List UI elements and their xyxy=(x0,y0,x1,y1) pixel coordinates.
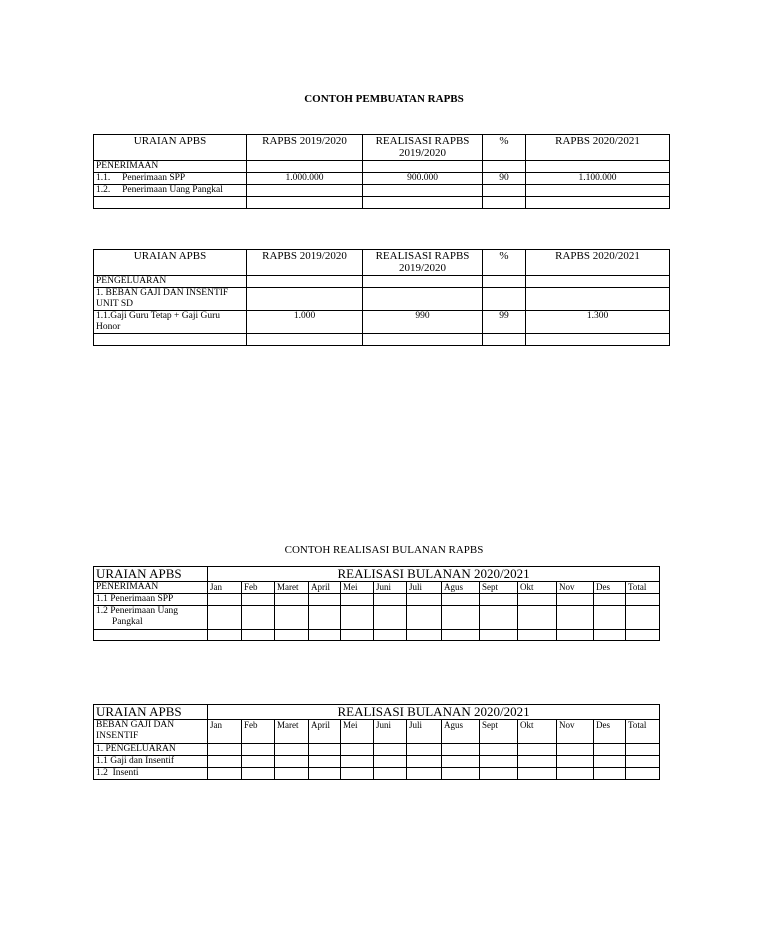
monthly-header: REALISASI BULANAN 2020/2021 xyxy=(208,567,660,582)
header-uraian: URAIAN APBS xyxy=(94,135,247,161)
section-label: PENERIMAAN xyxy=(94,161,247,173)
table-row: 1.2. Penerimaan Uang Pangkal xyxy=(94,185,670,197)
header-rapbs-2020: RAPBS 2020/2021 xyxy=(526,135,670,161)
table-row: 1.1. Penerimaan SPP 1.000.000 900.000 90 1.100.000 xyxy=(94,173,670,185)
month-header: Juli xyxy=(407,582,442,594)
section-label: PENERIMAAN xyxy=(94,582,208,594)
header-realisasi: REALISASI RAPBS 2019/2020 xyxy=(363,250,483,276)
header-rapbs-2019: RAPBS 2019/2020 xyxy=(247,135,363,161)
month-header: Maret xyxy=(275,720,309,744)
page-title: CONTOH PEMBUATAN RAPBS xyxy=(304,93,464,105)
table-row: 1.1.Gaji Guru Tetap + Gaji Guru Honor 1.000 990 99 1.300 xyxy=(94,311,670,334)
month-header: April xyxy=(309,720,341,744)
month-header: Mei xyxy=(341,582,374,594)
table-row: 1.2 Insenti xyxy=(94,768,660,780)
month-header: Sept xyxy=(480,720,518,744)
month-header: Des xyxy=(594,720,626,744)
rapbs-expense-table xyxy=(93,249,670,346)
section-title: CONTOH REALISASI BULANAN RAPBS xyxy=(284,544,484,556)
header-realisasi: REALISASI RAPBS 2019/2020 xyxy=(363,135,483,161)
monthly-header: REALISASI BULANAN 2020/2021 xyxy=(208,705,660,720)
table-row: 1.1 Penerimaan SPP xyxy=(94,594,660,606)
rapbs-income-table xyxy=(93,134,670,209)
month-header: Juli xyxy=(407,720,442,744)
table-row: 1.1 Gaji dan Insentif xyxy=(94,756,660,768)
header-uraian: URAIAN APBS xyxy=(94,250,247,276)
month-header: Feb xyxy=(242,720,275,744)
month-header: Maret xyxy=(275,582,309,594)
uraian-header: URAIAN APBS xyxy=(94,705,208,720)
month-header: Jan xyxy=(208,582,242,594)
month-header: Okt xyxy=(518,582,557,594)
month-header: Nov xyxy=(557,720,594,744)
table-row: 1.2 Penerimaan Uang Pangkal xyxy=(94,606,660,630)
header-rapbs-2020: RAPBS 2020/2021 xyxy=(526,250,670,276)
month-header: April xyxy=(309,582,341,594)
month-header: Sept xyxy=(480,582,518,594)
section-label: PENGELUARAN xyxy=(94,276,247,288)
month-header: Mei xyxy=(341,720,374,744)
section-label: BEBAN GAJI DAN INSENTIF xyxy=(94,720,208,744)
month-header: Juni xyxy=(374,582,407,594)
month-header: Juni xyxy=(374,720,407,744)
table-row: 1. PENGELUARAN xyxy=(94,744,660,756)
month-header: Jan xyxy=(208,720,242,744)
header-rapbs-2019: RAPBS 2019/2020 xyxy=(247,250,363,276)
month-header: Agus xyxy=(442,582,480,594)
month-header: Nov xyxy=(557,582,594,594)
uraian-header: URAIAN APBS xyxy=(94,567,208,582)
month-header: Total xyxy=(626,582,660,594)
month-header: Feb xyxy=(242,582,275,594)
month-header: Total xyxy=(626,720,660,744)
header-percent: % xyxy=(483,135,526,161)
month-header: Okt xyxy=(518,720,557,744)
month-header: Agus xyxy=(442,720,480,744)
monthly-income-table xyxy=(93,566,660,641)
group-label: 1. BEBAN GAJI DAN INSENTIF UNIT SD xyxy=(94,288,247,311)
header-percent: % xyxy=(483,250,526,276)
month-header: Des xyxy=(594,582,626,594)
monthly-expense-table xyxy=(93,704,660,780)
